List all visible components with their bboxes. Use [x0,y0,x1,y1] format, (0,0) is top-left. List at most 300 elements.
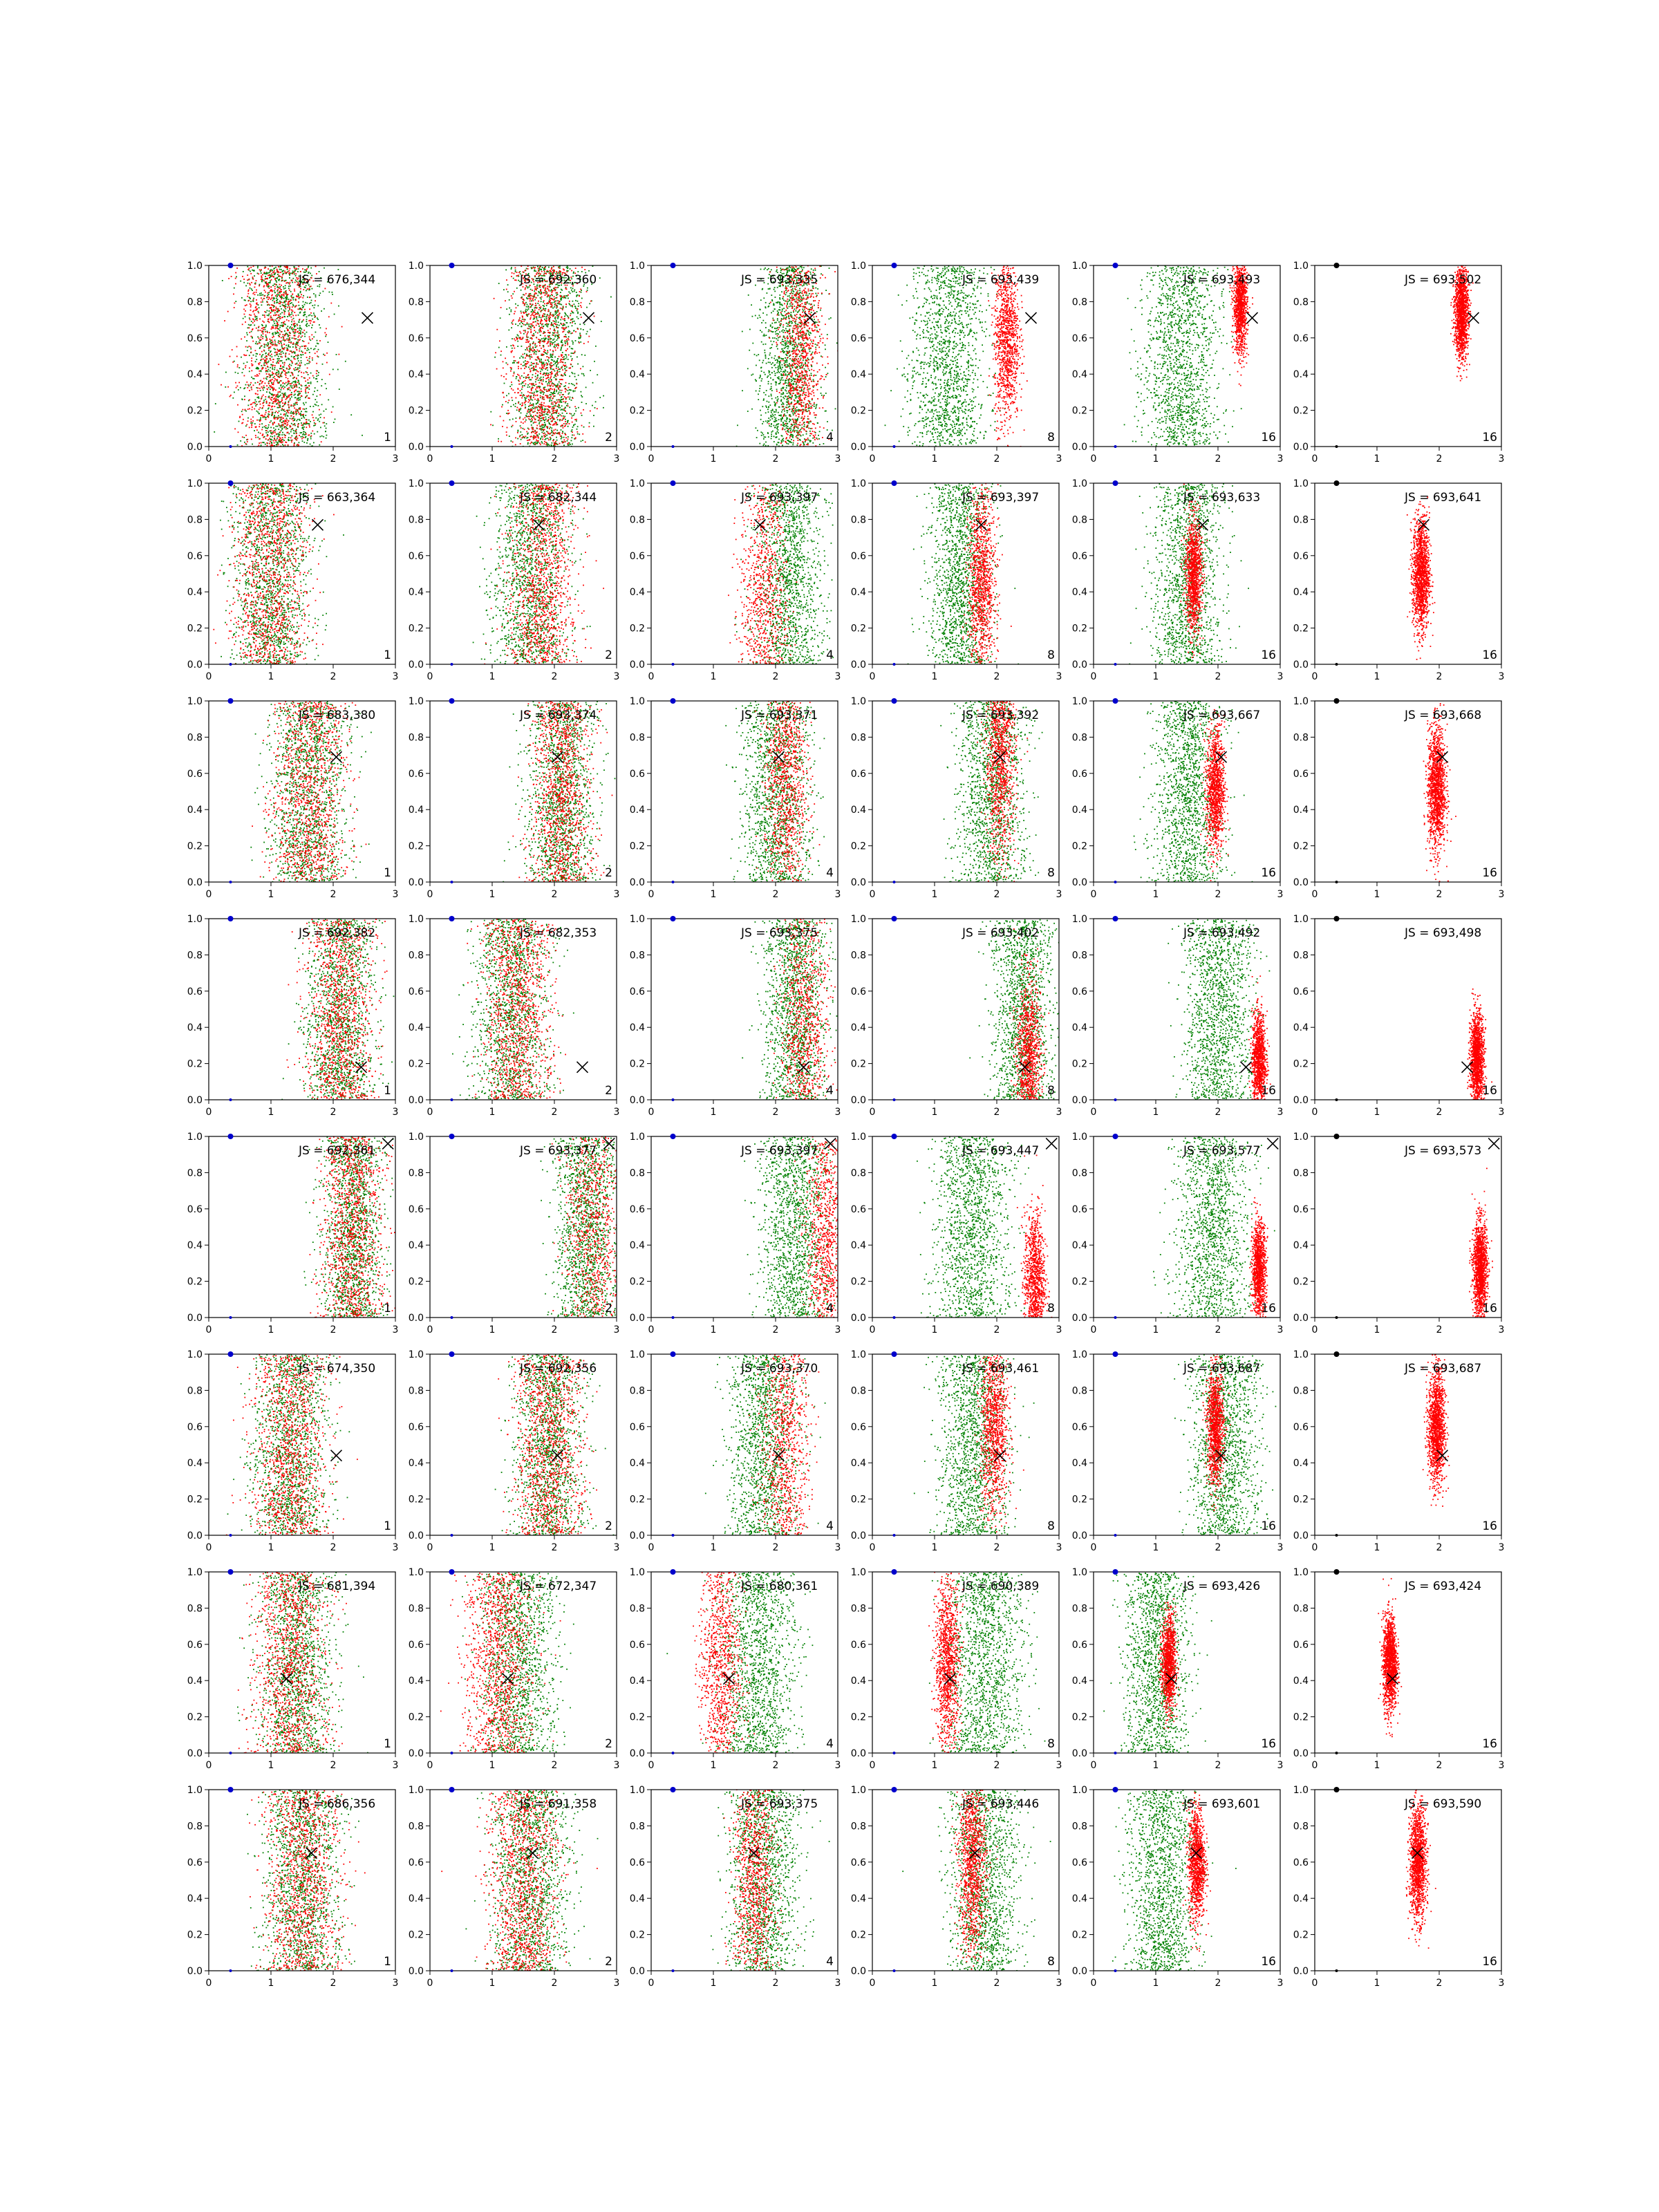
red-point [562,331,563,332]
red-point [263,333,264,335]
red-point [250,319,251,320]
red-point [561,359,562,360]
green-point [561,441,563,442]
green-point [549,299,550,300]
green-point [574,385,575,386]
red-point [289,332,290,334]
red-point [256,290,257,291]
green-point [543,380,544,382]
red-point [296,268,297,269]
red-point [276,370,278,371]
red-point [581,317,582,318]
red-point [543,366,545,367]
y-tick-label: 0.4 [187,369,203,380]
green-point [574,413,575,415]
green-point [498,283,500,284]
green-point [303,315,304,317]
red-point [261,301,262,303]
red-point [536,346,538,347]
red-point [296,344,297,345]
red-point [305,387,306,388]
red-point [539,442,541,444]
green-point [570,288,572,289]
green-point [293,306,294,307]
red-point [273,401,274,402]
green-point [541,292,542,294]
green-point [259,341,260,343]
green-point [513,362,514,364]
green-point [306,350,308,351]
red-point [274,380,275,382]
red-point [538,364,539,365]
green-point [310,438,312,440]
green-point [570,356,572,357]
green-point [267,428,268,429]
red-point [558,310,559,312]
green-point [545,424,546,426]
red-point [536,325,537,326]
red-point [552,290,553,292]
red-point [283,394,284,395]
green-point [527,433,529,434]
red-point [270,319,272,321]
green-point [587,288,588,289]
red-point [570,364,572,365]
red-point [282,294,283,296]
green-point [301,432,302,433]
green-point [534,385,535,386]
red-point [565,340,566,341]
green-point [553,342,554,344]
green-point [305,287,306,288]
green-point [567,422,568,423]
green-point [306,290,307,292]
green-point [312,394,314,395]
green-point [575,300,577,301]
green-point [272,270,273,271]
green-point [299,387,300,388]
red-point [550,424,552,425]
red-point [292,428,293,429]
red-point [538,420,540,421]
green-point [259,293,261,294]
green-point [541,435,543,437]
green-point [308,325,310,326]
red-point [283,337,284,339]
green-point [529,419,531,420]
green-point [334,314,335,315]
red-point [572,305,573,306]
red-point [540,321,541,322]
green-point [547,384,548,385]
red-point [555,324,556,325]
red-point [527,440,528,441]
green-point [561,429,562,431]
green-point [506,413,507,414]
red-point [531,354,532,355]
red-point [554,433,555,435]
green-point [277,302,279,303]
red-point [539,315,541,316]
red-point [285,301,287,302]
red-point [555,303,556,304]
green-point [554,346,555,348]
green-point [551,445,552,447]
red-point [294,424,295,425]
red-point [301,391,302,392]
red-point [256,429,258,431]
red-point [279,377,280,378]
red-point [281,337,282,339]
red-point [536,297,537,299]
green-point [300,333,301,335]
red-point [294,272,295,273]
red-point [532,338,533,339]
green-point [350,414,352,415]
green-point [517,335,518,336]
green-point [547,444,548,445]
red-point [287,411,288,413]
green-point [572,321,574,322]
red-point [554,290,556,292]
green-point [254,403,256,404]
green-point [570,313,572,315]
green-point [338,306,339,307]
red-point [541,424,543,426]
red-point [534,438,535,439]
red-point [269,332,270,333]
red-point [548,336,550,337]
red-point [274,422,275,423]
red-point [276,352,278,353]
red-point [279,336,280,337]
green-point [268,342,269,344]
red-point [268,411,270,413]
green-point [289,364,290,365]
red-point [289,337,290,339]
green-point [546,326,547,327]
red-point [272,373,274,375]
red-point [262,299,263,301]
green-point [545,381,547,382]
green-point [281,322,283,324]
green-point [492,424,494,426]
red-point [272,337,273,338]
red-point [529,439,531,440]
green-point [521,413,522,414]
green-point [539,307,541,308]
red-point [505,379,507,380]
red-point [272,291,273,292]
red-point [324,418,325,419]
green-point [594,407,596,409]
green-point [577,312,579,313]
red-point [252,276,254,278]
green-point [297,404,298,405]
red-point [280,301,281,303]
red-point [277,292,279,294]
green-point [313,293,315,294]
red-point [545,373,546,375]
green-point [581,440,582,442]
green-point [256,316,258,317]
red-point [265,370,267,371]
red-point [542,411,543,413]
red-point [271,307,272,308]
red-point [565,350,567,351]
green-point [317,420,319,421]
red-point [553,271,554,272]
green-point [561,304,562,306]
red-point [245,305,246,306]
green-point [525,360,526,362]
green-point [558,393,559,395]
green-point [306,325,307,326]
red-point [264,315,265,316]
red-point [529,293,530,294]
green-point [259,284,261,285]
green-point [561,346,562,348]
green-point [572,319,573,320]
green-point [319,415,320,416]
red-point [552,417,553,418]
green-point [263,442,265,443]
green-point [534,344,536,346]
green-point [268,286,269,288]
red-point [546,396,547,397]
green-point [516,376,517,377]
red-point [516,275,518,276]
green-point [523,382,524,384]
red-point [279,417,281,418]
red-point [495,352,496,353]
green-point [309,358,310,359]
green-point [324,422,325,424]
red-point [258,375,259,377]
red-point [541,413,543,415]
green-point [557,300,559,301]
green-point [272,436,273,438]
green-point [518,430,519,431]
red-point [289,353,290,355]
red-point [574,350,576,352]
red-point [279,431,281,433]
green-point [294,397,296,398]
red-point [562,394,563,395]
green-point [297,411,299,412]
red-point [283,395,285,397]
green-point [570,444,571,445]
green-point [276,298,277,299]
red-point [259,285,260,287]
green-point [526,397,527,399]
green-point [278,435,279,437]
red-point [251,427,252,428]
red-point [330,303,332,304]
red-point [580,305,581,306]
red-point [292,273,293,274]
red-point [284,347,285,348]
green-point [270,435,272,437]
red-point [255,350,256,351]
green-point [291,324,292,326]
green-point [530,399,532,400]
red-point [308,397,309,399]
green-point [572,291,573,292]
green-point [531,368,532,369]
red-point [558,413,559,414]
red-point [521,332,522,334]
red-point [296,277,297,279]
red-point [288,349,289,350]
red-point [281,399,283,400]
green-point [521,439,522,440]
red-point [316,371,317,372]
green-point [541,432,543,433]
green-point [601,321,602,322]
red-point [273,359,274,360]
green-point [277,358,279,359]
y-tick-label: 0.2 [187,406,203,417]
green-point [551,322,552,324]
green-point [323,291,324,292]
green-point [250,271,251,272]
red-point [261,346,262,347]
red-point [252,279,254,280]
red-point [530,295,532,297]
green-point [571,437,572,438]
red-point [544,267,545,268]
green-point [508,330,509,331]
red-point [534,422,535,423]
red-point [534,327,535,328]
red-point [503,420,505,422]
red-point [527,375,529,376]
green-point [561,392,562,393]
green-point [536,359,538,361]
green-point [287,326,288,327]
red-point [276,398,277,400]
red-point [533,325,534,326]
red-point [313,321,315,323]
red-point [303,437,304,438]
green-point [531,364,532,366]
red-point [553,270,554,271]
green-point [288,299,290,300]
green-point [321,379,323,380]
red-point [272,366,273,367]
green-point [529,337,531,339]
green-point [285,280,287,281]
red-point [542,328,543,329]
red-point [261,269,262,270]
red-point [556,297,558,299]
green-point [584,324,585,325]
green-point [332,294,333,295]
red-point [494,298,495,299]
red-point [531,432,532,433]
green-point [543,377,544,378]
green-point [525,404,526,406]
red-point [287,307,288,308]
top-marker [228,263,234,268]
red-point [274,376,275,377]
red-point [294,407,295,409]
green-point [301,360,302,362]
green-point [550,398,551,400]
green-point [579,433,580,435]
green-point [547,438,549,439]
red-point [261,332,263,333]
green-point [289,277,290,279]
green-point [298,268,299,270]
green-point [519,357,521,359]
red-point [540,389,541,391]
red-point [568,438,569,440]
red-point [255,283,256,285]
red-point [261,368,263,370]
green-point [257,437,259,438]
green-point [306,363,308,364]
green-point [289,308,290,310]
green-point [288,285,290,287]
red-point [272,424,274,426]
green-point [535,270,536,272]
green-point [503,289,505,290]
green-point [283,310,285,311]
red-point [283,382,284,384]
red-point [261,383,263,384]
green-point [277,407,279,409]
green-point [561,297,563,298]
red-point [249,390,250,391]
red-point [256,420,258,421]
red-point [532,314,533,315]
red-point [544,290,545,291]
red-point [541,406,542,407]
green-point [571,290,572,291]
green-point [265,344,267,346]
red-point [532,384,533,386]
green-point [274,321,275,322]
green-point [524,364,525,366]
green-point [574,290,575,291]
green-point [541,362,543,364]
green-point [262,427,263,428]
green-point [302,434,303,435]
green-point [276,277,278,279]
red-point [574,388,576,389]
green-point [296,414,297,415]
green-point [309,352,310,353]
red-point [517,407,518,409]
red-point [553,430,554,431]
green-point [298,293,299,294]
red-point [554,442,555,444]
red-point [535,395,536,396]
red-point [572,422,573,423]
red-point [290,350,291,352]
red-point [296,384,297,385]
red-point [247,290,249,292]
green-point [563,358,565,359]
red-point [545,335,546,337]
red-point [281,294,282,296]
red-point [550,298,552,299]
red-point [247,409,249,410]
green-point [259,307,260,308]
red-point [517,432,518,433]
